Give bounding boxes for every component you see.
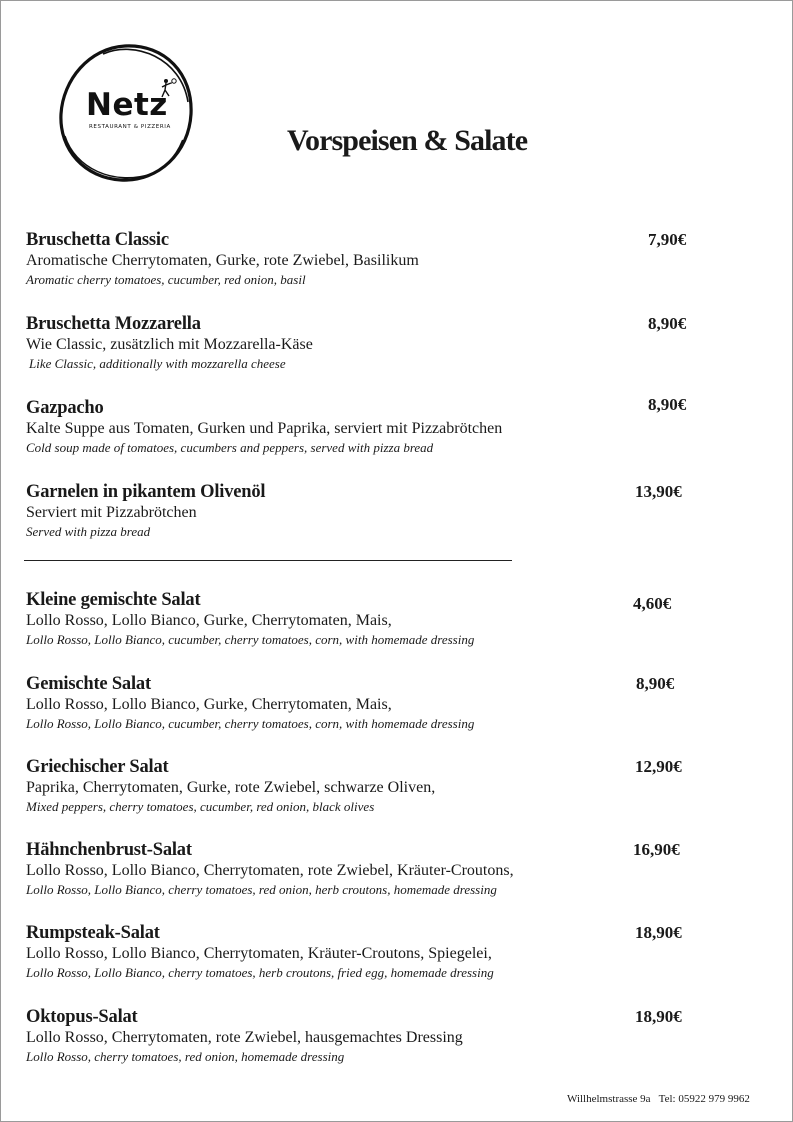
- item-name: Hähnchenbrust-Salat: [26, 840, 192, 860]
- menu-item: [26, 313, 726, 373]
- footer-phone: Tel: 05922 979 9962: [658, 1093, 750, 1105]
- menu-item: [26, 922, 726, 982]
- item-description-de: Lollo Rosso, Lollo Bianco, Cherrytomaten, Kräuter-Croutons, Spiegelei,: [26, 945, 492, 962]
- item-description-en: Lollo Rosso, cherry tomatoes, red onion, homemade dressing: [26, 1049, 345, 1064]
- item-description-de: Lollo Rosso, Cherrytomaten, rote Zwiebel, hausgemachtes Dressing: [26, 1029, 463, 1046]
- item-description-en: Cold soup made of tomatoes, cucumbers and peppers, served with pizza bread: [26, 440, 434, 455]
- tennis-player-icon: [158, 78, 178, 100]
- item-description-en: Like Classic, additionally with mozzarella cheese: [29, 356, 286, 371]
- logo-tagline: RESTAURANT & PIZZERIA: [89, 124, 171, 130]
- section-divider: [24, 560, 512, 561]
- item-name: Oktopus-Salat: [26, 1007, 138, 1027]
- menu-item: [26, 397, 726, 457]
- item-price: 18,90€: [635, 923, 682, 942]
- item-description-en: Lollo Rosso, Lollo Bianco, cherry tomatoes, herb croutons, fried egg, homemade dressing: [26, 965, 494, 980]
- page-title: Vorspeisen & Salate: [287, 124, 528, 157]
- item-name: Griechischer Salat: [26, 757, 169, 777]
- item-description-de: Wie Classic, zusätzlich mit Mozzarella-Käse: [26, 336, 313, 353]
- item-description-de: Aromatische Cherrytomaten, Gurke, rote Zwiebel, Basilikum: [26, 252, 419, 269]
- item-name: Gazpacho: [26, 398, 104, 418]
- item-price: 18,90€: [635, 1007, 682, 1026]
- item-name: Kleine gemischte Salat: [26, 590, 201, 610]
- item-description-de: Lollo Rosso, Lollo Bianco, Gurke, Cherrytomaten, Mais,: [26, 612, 392, 629]
- item-price: 4,60€: [633, 594, 672, 613]
- logo: [55, 40, 195, 185]
- item-description-de: Serviert mit Pizzabrötchen: [26, 504, 197, 521]
- item-description-de: Lollo Rosso, Lollo Bianco, Cherrytomaten, rote Zwiebel, Kräuter-Croutons,: [26, 862, 514, 879]
- item-description-en: Lollo Rosso, Lollo Bianco, cucumber, cherry tomatoes, corn, with homemade dressing: [26, 632, 475, 647]
- item-name: Gemischte Salat: [26, 674, 151, 694]
- item-price: 13,90€: [635, 482, 682, 501]
- item-price: 16,90€: [633, 840, 680, 859]
- footer-address: Willhelmstrasse 9a: [567, 1093, 651, 1105]
- item-name: Garnelen in pikantem Olivenöl: [26, 482, 266, 502]
- item-price: 8,90€: [636, 674, 675, 693]
- menu-item: [26, 481, 726, 541]
- item-name: Rumpsteak-Salat: [26, 923, 160, 943]
- menu-item: [26, 673, 726, 733]
- footer-contact: [567, 1093, 750, 1105]
- item-price: 7,90€: [648, 230, 687, 249]
- item-price: 8,90€: [648, 395, 687, 414]
- item-description-en: Aromatic cherry tomatoes, cucumber, red onion, basil: [26, 272, 306, 287]
- item-description-de: Kalte Suppe aus Tomaten, Gurken und Paprika, serviert mit Pizzabrötchen: [26, 420, 503, 437]
- menu-item: [26, 1006, 726, 1066]
- menu-item: [26, 756, 726, 816]
- item-description-de: Paprika, Cherrytomaten, Gurke, rote Zwiebel, schwarze Oliven,: [26, 779, 436, 796]
- item-price: 8,90€: [648, 314, 687, 333]
- item-price: 12,90€: [635, 757, 682, 776]
- item-description-en: Lollo Rosso, Lollo Bianco, cucumber, cherry tomatoes, corn, with homemade dressing: [26, 716, 475, 731]
- menu-item: [26, 839, 726, 899]
- menu-item: [26, 589, 726, 649]
- item-name: Bruschetta Classic: [26, 230, 169, 250]
- item-description-de: Lollo Rosso, Lollo Bianco, Gurke, Cherrytomaten, Mais,: [26, 696, 392, 713]
- logo-wordmark: Netz: [86, 87, 168, 123]
- menu-item: [26, 229, 726, 289]
- item-name: Bruschetta Mozzarella: [26, 314, 201, 334]
- item-description-en: Served with pizza bread: [26, 524, 151, 539]
- item-description-en: Mixed peppers, cherry tomatoes, cucumber, red onion, black olives: [26, 799, 375, 814]
- item-description-en: Lollo Rosso, Lollo Bianco, cherry tomatoes, red onion, herb croutons, homemade dressing: [26, 882, 497, 897]
